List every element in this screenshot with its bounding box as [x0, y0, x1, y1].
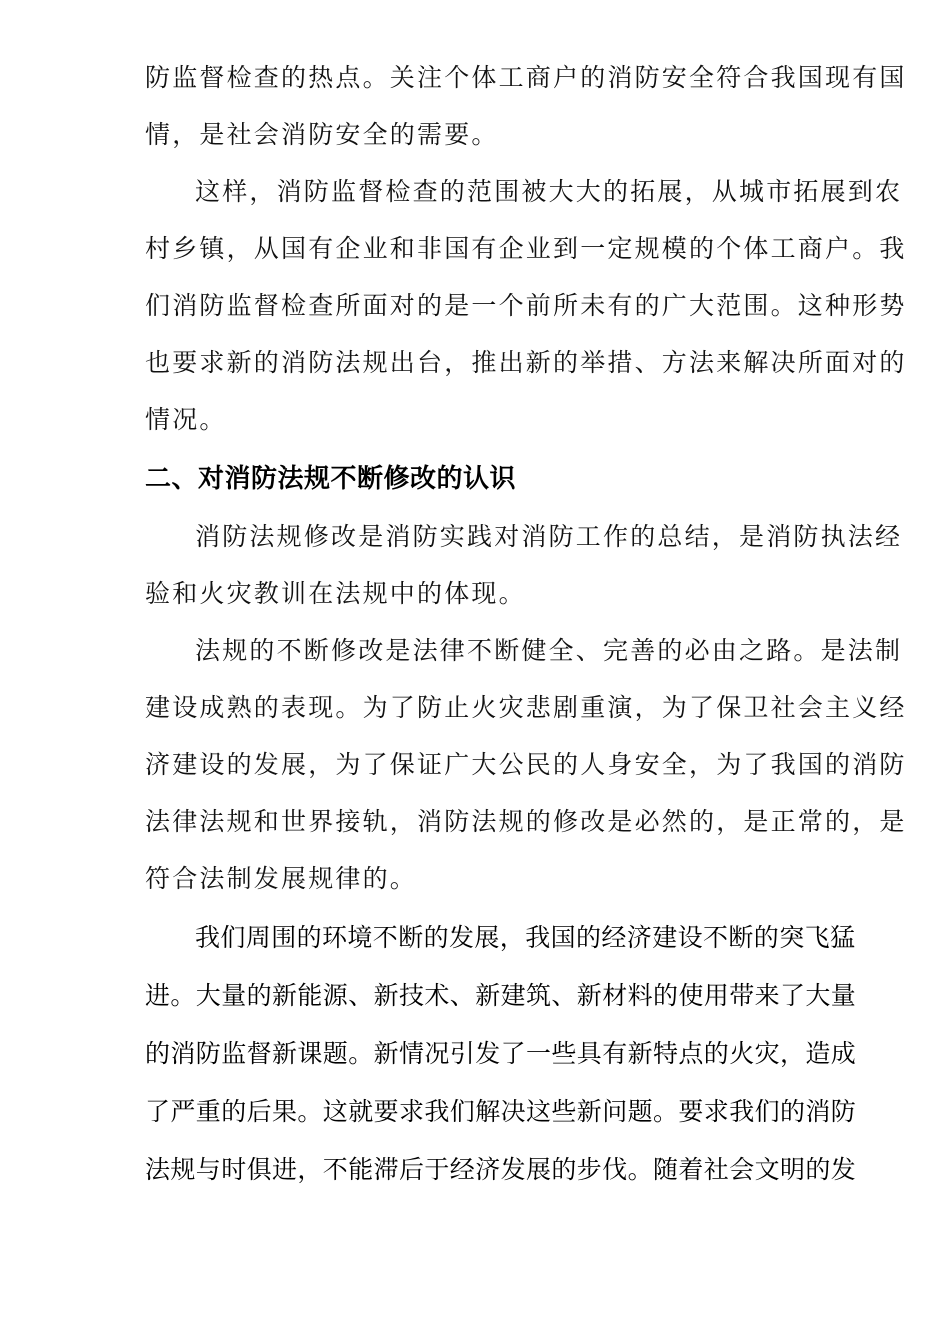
- paragraph-line: 情，是社会消防安全的需要。: [145, 120, 499, 149]
- paragraph-line: 也要求新的消防法规出台，推出新的举措、方法来解决所面对的: [145, 348, 907, 377]
- paragraph-line: 了严重的后果。这就要求我们解决这些新问题。要求我们的消防: [145, 1097, 857, 1126]
- paragraph-line: 济建设的发展，为了保证广大公民的人身安全，为了我国的消防: [145, 750, 907, 779]
- paragraph-line: 的消防监督新课题。新情况引发了一些具有新特点的火灾，造成: [145, 1039, 857, 1068]
- paragraph-line: 们消防监督检查所面对的是一个前所未有的广大范围。这种形势: [145, 291, 907, 320]
- paragraph-line: 验和火灾教训在法规中的体现。: [145, 579, 526, 608]
- paragraph-line: 消防法规修改是消防实践对消防工作的总结，是消防执法经: [195, 522, 903, 551]
- paragraph-line: 法规与时俱进，不能滞后于经济发展的步伐。随着社会文明的发: [145, 1155, 857, 1184]
- paragraph-line: 情况。: [145, 405, 227, 434]
- paragraph-line: 法律法规和世界接轨，消防法规的修改是必然的，是正常的，是: [145, 807, 907, 836]
- paragraph-line: 这样，消防监督检查的范围被大大的拓展，从城市拓展到农: [195, 177, 903, 206]
- paragraph-line: 我们周围的环境不断的发展，我国的经济建设不断的突飞猛: [195, 923, 856, 952]
- paragraph-line: 防监督检查的热点。关注个体工商户的消防安全符合我国现有国: [145, 63, 907, 92]
- section-heading: 二、对消防法规不断修改的认识: [145, 464, 517, 494]
- paragraph-line: 符合法制发展规律的。: [145, 864, 418, 893]
- paragraph-line: 村乡镇，从国有企业和非国有企业到一定规模的个体工商户。我: [145, 234, 907, 263]
- paragraph-line: 进。大量的新能源、新技术、新建筑、新材料的使用带来了大量: [145, 981, 857, 1010]
- paragraph-line: 建设成熟的表现。为了防止火灾悲剧重演，为了保卫社会主义经: [145, 693, 907, 722]
- paragraph-line: 法规的不断修改是法律不断健全、完善的必由之路。是法制: [195, 636, 903, 665]
